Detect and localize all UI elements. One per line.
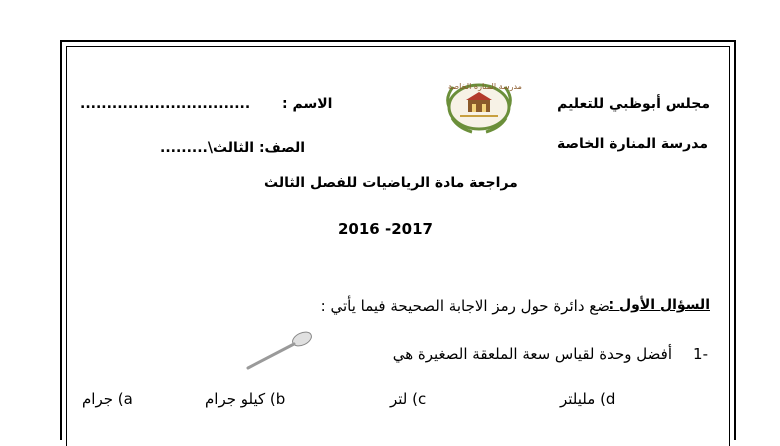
- item-text: أفضل وحدة لقياس سعة الملعقة الصغيرة هي: [392, 345, 672, 363]
- council-name: مجلس أبوظبي للتعليم: [557, 96, 710, 112]
- spoon-image: [242, 330, 314, 374]
- class-label: الصف: الثالث\.........: [160, 140, 306, 156]
- option-b: b) كيلو جرام: [205, 390, 286, 408]
- option-a: a) جرام: [82, 390, 133, 408]
- question-heading: السؤال الأول :: [608, 297, 710, 313]
- question-instruction: ضع دائرة حول رمز الاجابة الصحيحة فيما يأتي :: [320, 297, 610, 315]
- option-d: d) مليلتر: [560, 390, 616, 408]
- review-title: مراجعة مادة الرياضيات للفصل الثالث: [264, 175, 518, 191]
- name-dots: ................................: [80, 96, 251, 112]
- school-logo: [438, 76, 520, 138]
- logo-text: مدرسة المنارة الخاصة: [448, 82, 522, 91]
- name-label: الاسم :: [282, 96, 333, 112]
- item-number: -1: [693, 345, 708, 363]
- academic-year: 2016 -2017: [338, 220, 433, 238]
- spoon-icon: [242, 330, 314, 374]
- option-c: c) لتر: [390, 390, 427, 408]
- school-name: مدرسة المنارة الخاصة: [557, 136, 708, 152]
